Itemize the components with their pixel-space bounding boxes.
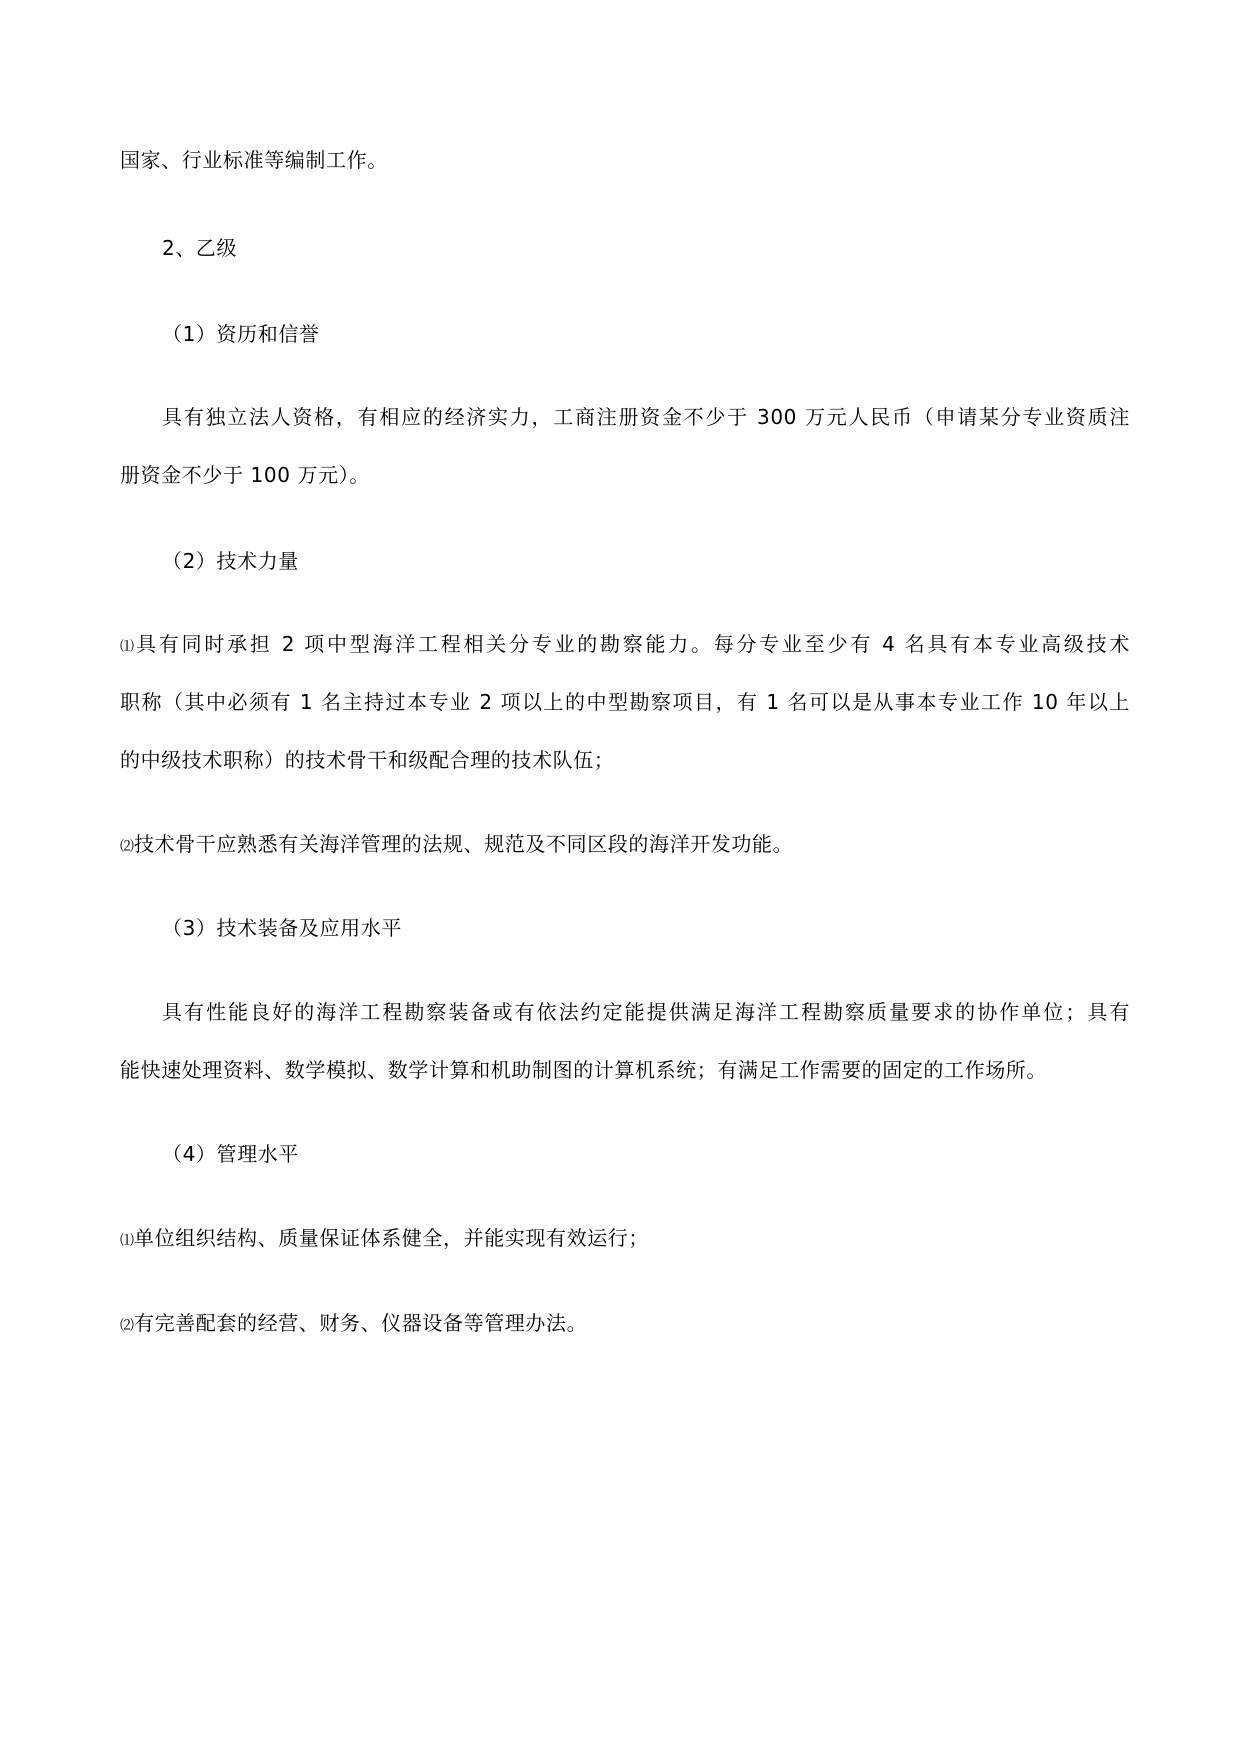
list-marker: ⑵ xyxy=(120,839,134,855)
paragraph-line: 具有性能良好的海洋工程勘察装备或有依法约定能提供满足海洋工程勘察质量要求的协作单位；具有 xyxy=(162,1000,1130,1024)
list-marker: ⑵ xyxy=(120,1318,134,1334)
paragraph-line: 册资金不少于 100 万元）。 xyxy=(120,463,370,487)
subsection-heading: （4）管理水平 xyxy=(162,1142,299,1166)
paragraph-line: 能快速处理资料、数学模拟、数学计算和机助制图的计算机系统；有满足工作需要的固定的工作场所。 xyxy=(120,1058,1047,1082)
subsection-heading: （1）资历和信誉 xyxy=(162,322,320,346)
list-item: ⑵技术骨干应熟悉有关海洋管理的法规、规范及不同区段的海洋开发功能。 xyxy=(120,832,794,856)
list-item: ⑴单位组织结构、质量保证体系健全，并能实现有效运行； xyxy=(120,1226,649,1250)
section-heading: 2、乙级 xyxy=(162,236,238,260)
list-marker: ⑴ xyxy=(120,1233,134,1249)
list-item: ⑵有完善配套的经营、财务、仪器设备等管理办法。 xyxy=(120,1311,588,1335)
list-item: ⑴具有同时承担 2 项中型海洋工程相关分专业的勘察能力。每分专业至少有 4 名具有本专业高级技术 xyxy=(120,632,1130,656)
paragraph-line: 的中级技术职称）的技术骨干和级配合理的技术队伍； xyxy=(120,748,615,772)
paragraph-line: 具有独立法人资格，有相应的经济实力，工商注册资金不少于 300 万元人民币（申请某分专业资质注 xyxy=(162,405,1130,429)
subsection-heading: （3）技术装备及应用水平 xyxy=(162,916,402,940)
paragraph-line: 职称（其中必须有 1 名主持过本专业 2 项以上的中型勘察项目，有 1 名可以是从事本专业工作 10 年以上 xyxy=(120,690,1130,714)
subsection-heading: （2）技术力量 xyxy=(162,549,299,573)
list-marker: ⑴ xyxy=(120,639,137,655)
paragraph-line: 国家、行业标准等编制工作。 xyxy=(120,148,388,172)
